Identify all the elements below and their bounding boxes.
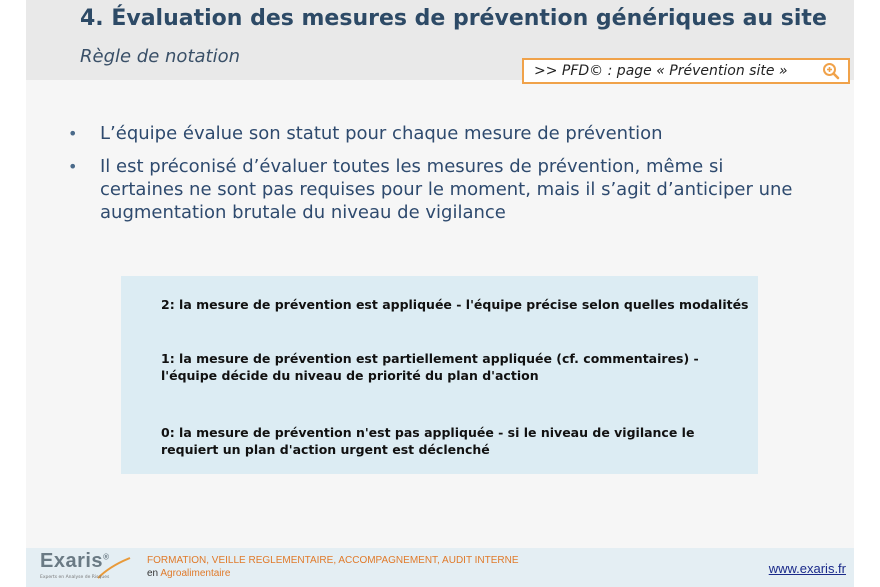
bullet-icon: • [68, 124, 78, 143]
reference-link[interactable] [522, 58, 850, 84]
notation-box [121, 276, 758, 474]
footer-sector [147, 568, 230, 579]
bullet-icon: • [68, 157, 78, 176]
footer-sector-name: Agroalimentaire [160, 568, 231, 579]
bullet-list [68, 122, 808, 234]
zoom-in-icon[interactable] [822, 62, 840, 80]
footer-services: FORMATION, VEILLE REGLEMENTAIRE, ACCOMPAGNEMENT, AUDIT INTERNE [147, 555, 519, 566]
rule-score-0: 0: la mesure de prévention n'est pas appliquée - si le niveau de vigilance le requiert un plan d'action urgent est déclenché [161, 425, 695, 457]
bullet-text: L’équipe évalue son statut pour chaque mesure de prévention [100, 123, 663, 144]
logo-wordmark: Exaris® [40, 550, 110, 572]
rule-score-2: 2: la mesure de prévention est appliquée - l'équipe précise selon quelles modalités [161, 297, 749, 312]
reference-label: >> PFD© : page « Prévention site » [534, 63, 788, 79]
slide-title: 4. Évaluation des mesures de prévention génériques au site [80, 6, 827, 31]
bullet-item [68, 155, 808, 224]
rule-score-1: 1: la mesure de prévention est partiellement appliquée (cf. commentaires) - l'équipe décide du niveau de priorité du plan d'action [161, 351, 699, 383]
website-link[interactable]: www.exaris.fr [768, 561, 846, 576]
exaris-logo [40, 550, 136, 584]
footer-sector-prefix: en [147, 568, 159, 579]
bullet-item [68, 122, 808, 145]
logo-tagline: Experts en Analyse de Risques [40, 575, 110, 580]
footer [26, 548, 854, 587]
bullet-text: Il est préconisé d’évaluer toutes les mesures de prévention, même si certaines ne sont pas requises pour le moment, mais il s’agit d’anticiper une augmentation brutale du niveau de vigilance [100, 156, 793, 223]
slide-subtitle: Règle de notation [80, 46, 241, 67]
